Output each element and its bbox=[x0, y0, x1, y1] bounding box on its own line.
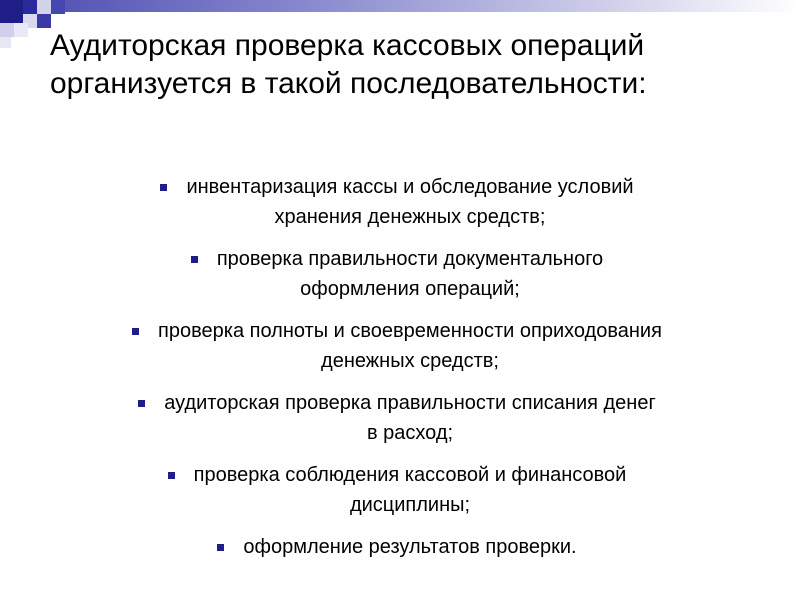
list-item bbox=[30, 388, 790, 448]
list-item-line: проверка правильности документального bbox=[216, 248, 604, 270]
decor-square bbox=[37, 14, 51, 28]
decor-square bbox=[0, 23, 14, 37]
list-item-line: оформления операций; bbox=[300, 278, 520, 300]
square-bullet-icon bbox=[138, 400, 145, 407]
list-item-line: инвентаризация кассы и обследование условий bbox=[186, 176, 634, 198]
list-item-line: денежных средств; bbox=[321, 350, 499, 372]
list-item-line: аудиторская проверка правильности списания денег bbox=[164, 392, 656, 414]
decor-square bbox=[0, 37, 11, 48]
decor-square bbox=[37, 0, 51, 14]
list-item-line: проверка соблюдения кассовой и финансовой bbox=[193, 464, 627, 486]
square-bullet-icon bbox=[217, 544, 224, 551]
decor-square bbox=[51, 0, 65, 14]
bullet-list bbox=[30, 172, 790, 574]
list-item-line: проверка полноты и своевременности оприходования bbox=[158, 320, 662, 342]
list-item-text bbox=[243, 532, 576, 562]
list-item bbox=[30, 460, 790, 520]
list-item-text bbox=[194, 460, 627, 520]
list-item bbox=[30, 316, 790, 376]
list-item-line: хранения денежных средств; bbox=[274, 206, 546, 228]
list-item-text bbox=[158, 316, 662, 376]
decor-square bbox=[23, 0, 37, 14]
list-item-text bbox=[217, 244, 603, 304]
list-item-line: оформление результатов проверки. bbox=[243, 536, 577, 558]
square-bullet-icon bbox=[168, 472, 175, 479]
square-bullet-icon bbox=[191, 256, 198, 263]
list-item-text bbox=[186, 172, 633, 232]
list-item bbox=[30, 532, 790, 562]
header-gradient-bar bbox=[65, 0, 800, 12]
square-bullet-icon bbox=[132, 328, 139, 335]
decor-square bbox=[0, 0, 23, 23]
square-bullet-icon bbox=[160, 184, 167, 191]
list-item bbox=[30, 172, 790, 232]
list-item-line: в расход; bbox=[366, 422, 454, 444]
list-item-text bbox=[164, 388, 656, 448]
decor-square bbox=[14, 23, 28, 37]
slide-title: Аудиторская проверка кассовых операций организуется в такой последовательности: bbox=[50, 29, 647, 100]
list-item bbox=[30, 244, 790, 304]
list-item-line: дисциплины; bbox=[349, 494, 471, 516]
